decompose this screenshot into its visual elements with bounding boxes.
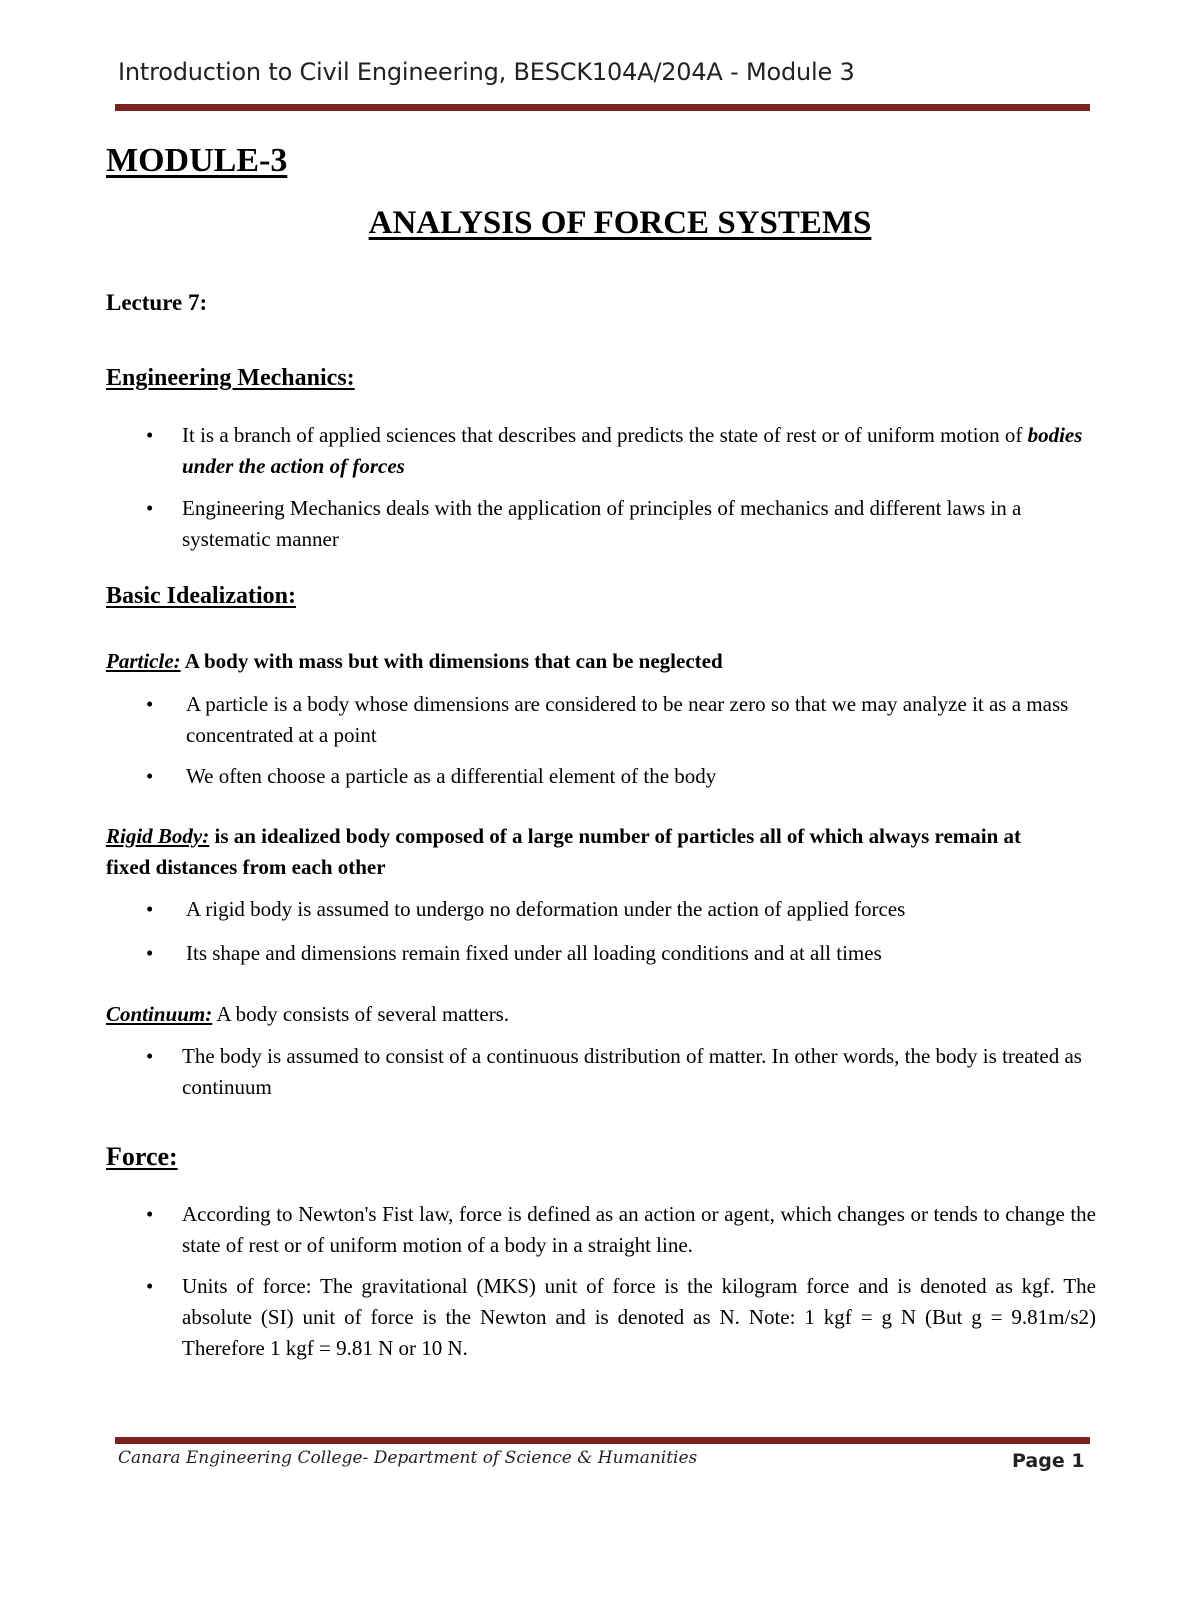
engineering-mechanics-heading: Engineering Mechanics: xyxy=(106,365,355,391)
bullet-text: Its shape and dimensions remain fixed under all loading conditions and at all times xyxy=(186,941,882,965)
bullet-text: According to Newton's Fist law, force is defined as an action or agent, which changes or tends to change the state of rest or of uniform motion of a body in a straight line. xyxy=(182,1202,1096,1257)
module-title: MODULE-3 xyxy=(106,142,288,179)
bullet-text: Units of force: The gravitational (MKS) unit of force is the kilogram force and is denoted as kgf. The absolute (SI) unit of force is the Newton and is denoted as N. Note: 1 kgf = g N (But g = 9.81m/s2) Therefore 1 kgf = 9.81 N or 10 N. xyxy=(182,1274,1096,1360)
bullet-text: A rigid body is assumed to undergo no deformation under the action of applied forces xyxy=(186,897,906,921)
list-item xyxy=(146,420,1096,482)
list-item xyxy=(146,1041,1096,1103)
basic-idealization-heading: Basic Idealization: xyxy=(106,583,296,609)
list-item xyxy=(146,938,1096,969)
list-item xyxy=(146,1271,1096,1364)
rigid-body-definition-text: is an idealized body composed of a large number of particles all of which always remain at fixed distances from each other xyxy=(106,824,1022,879)
bullet-icon: • xyxy=(146,941,154,965)
list-item xyxy=(146,689,1096,751)
bullet-icon: • xyxy=(146,423,154,447)
rigid-body-term: Rigid Body: xyxy=(106,824,210,848)
rigid-body-definition xyxy=(106,821,1066,883)
bullet-text: The body is assumed to consist of a continuous distribution of matter. In other words, the body is treated as continuum xyxy=(182,1044,1082,1099)
list-item xyxy=(146,761,1096,792)
bullet-icon: • xyxy=(146,764,154,788)
continuum-term: Continuum: xyxy=(106,1002,213,1026)
bullet-icon: • xyxy=(146,1202,154,1226)
bullet-icon: • xyxy=(146,1044,154,1068)
bullet-text: Engineering Mechanics deals with the application of principles of mechanics and different laws in a systematic manner xyxy=(182,496,1022,551)
running-header: Introduction to Civil Engineering, BESCK104A/204A - Module 3 xyxy=(118,58,855,86)
continuum-definition-text: A body consists of several matters. xyxy=(212,1002,510,1026)
bullet-emphasis: bodies under the action of forces xyxy=(182,423,1083,478)
particle-definition-text: A body with mass but with dimensions that can be neglected xyxy=(180,649,723,673)
footer-institution: Canara Engineering College- Department of Science & Humanities xyxy=(118,1448,698,1468)
force-heading: Force: xyxy=(106,1142,178,1171)
list-item xyxy=(146,1199,1096,1261)
particle-term: Particle: xyxy=(106,649,181,673)
bullet-text: We often choose a particle as a differential element of the body xyxy=(186,764,717,788)
header-rule xyxy=(115,104,1090,111)
bullet-text: It is a branch of applied sciences that describes and predicts the state of rest or of uniform motion of xyxy=(182,423,1028,447)
bullet-icon: • xyxy=(146,692,154,716)
particle-definition xyxy=(106,646,1066,677)
bullet-icon: • xyxy=(146,1274,154,1298)
page-number: Page 1 xyxy=(1012,1450,1085,1472)
list-item xyxy=(146,894,1096,925)
bullet-icon: • xyxy=(146,897,154,921)
list-item xyxy=(146,493,1096,555)
continuum-definition xyxy=(106,999,1066,1030)
bullet-icon: • xyxy=(146,496,154,520)
lecture-label: Lecture 7: xyxy=(106,290,208,315)
bullet-text: A particle is a body whose dimensions are considered to be near zero so that we may analyze it as a mass concentrated at a point xyxy=(186,692,1069,747)
footer-rule xyxy=(115,1437,1090,1444)
main-title: ANALYSIS OF FORCE SYSTEMS xyxy=(368,205,872,241)
